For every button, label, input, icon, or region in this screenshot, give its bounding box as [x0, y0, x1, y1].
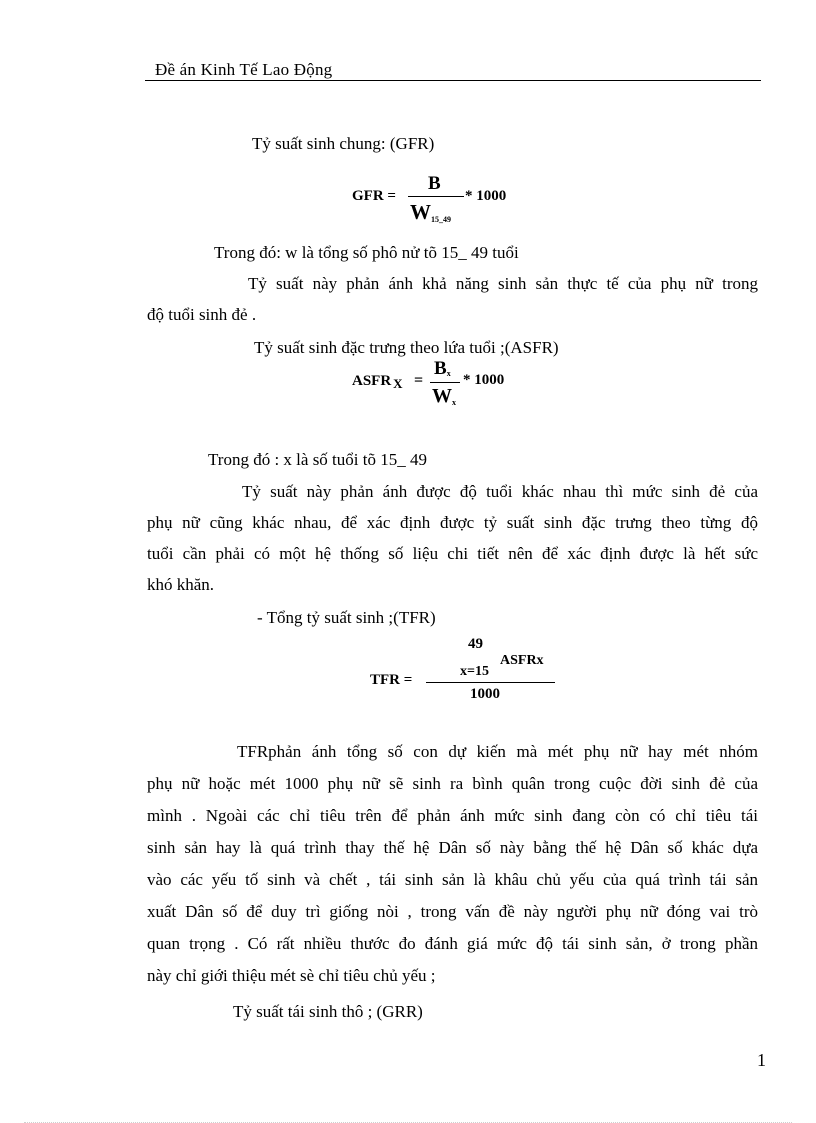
asfr-denominator-sub: x: [452, 398, 456, 407]
asfr-formula-tail: * 1000: [463, 372, 505, 388]
tfr-sum-expr: x=15: [460, 664, 489, 679]
gfr-where: Trong đó: w là tổng số phô nử tõ 15_ 49 tuổi: [214, 243, 519, 262]
asfr-formula-eq: =: [414, 372, 424, 389]
tfr-sum-term: ASFRx: [500, 653, 544, 668]
tfr-explain-paragraph: [147, 736, 758, 992]
document-header-title: Đề án Kinh Tế Lao Động: [155, 60, 333, 79]
tfr-paragraph-line: TFRphản ánh tổng số con dự kiến mà mét phụ nữ hay mét nhóm: [237, 742, 758, 761]
gfr-heading: Tỷ suất sinh chung: (GFR): [252, 134, 435, 153]
asfr-explain-line: phụ nữ cũng khác nhau, để xác định được tỷ suất sinh đặc trưng theo từng độ: [147, 513, 758, 532]
asfr-where: Trong đó : x là số tuổi tõ 15_ 49: [208, 450, 427, 469]
gfr-explain-line1: Tỷ suất này phản ánh khả năng sinh sản thực tế của phụ nữ trong: [248, 274, 758, 293]
gfr-denominator-sub: 15_49: [431, 215, 451, 224]
tfr-paragraph-line: phụ nữ hoặc mét 1000 phụ nữ sẽ sinh ra bình quân trong cuộc đời sinh đẻ của: [147, 774, 758, 793]
asfr-numerator-sub: x: [446, 369, 451, 378]
asfr-explain-paragraph: [147, 476, 758, 600]
page-number: 1: [757, 1050, 766, 1070]
tfr-fraction-line: [426, 682, 555, 683]
asfr-formula: [352, 360, 532, 410]
gfr-formula-lhs: GFR =: [352, 188, 396, 204]
gfr-explain-line2: độ tuổi sinh đẻ .: [147, 305, 257, 324]
asfr-explain-line: Tỷ suất này phản ánh được độ tuổi khác nhau thì mức sinh đẻ của: [242, 482, 758, 501]
gfr-formula: [352, 172, 532, 232]
tfr-paragraph-line: quan trọng . Có rất nhiều thước đo đánh giá mức độ tái sinh sản, ở trong phần: [147, 934, 758, 953]
tfr-formula-lhs: TFR =: [370, 672, 413, 688]
gfr-formula-numerator: B: [428, 173, 441, 194]
tfr-formula: [370, 636, 570, 706]
tfr-paragraph-line: xuất Dân số để duy trì giống nòi , trong vấn đề này người phụ nữ đóng vai trò: [147, 902, 758, 921]
tfr-paragraph-line: mình . Ngoài các chỉ tiêu trên để phản ánh mức sinh đang còn có chỉ tiêu tái: [147, 806, 758, 825]
header-rule: [145, 80, 761, 81]
asfr-explain-line: khó khăn.: [147, 575, 215, 594]
tfr-upper-limit: 49: [468, 636, 483, 652]
tfr-paragraph-line: vào các yếu tố sinh và chết , tái sinh sản là khâu chủ yếu của quá trình tái sản: [147, 870, 758, 889]
asfr-formula-numerator: [434, 358, 451, 380]
asfr-denominator-main: W: [432, 385, 452, 407]
gfr-formula-denominator: [410, 200, 451, 225]
asfr-lhs-sub: X: [393, 376, 403, 391]
tfr-formula-denominator: 1000: [470, 686, 500, 702]
asfr-numerator-main: B: [434, 358, 447, 379]
grr-heading: Tỷ suất tái sinh thô ; (GRR): [233, 1002, 423, 1021]
tfr-paragraph-line: sinh sản hay là quá trình thay thế hệ Dân số này bằng thế hệ Dân số khác dựa: [147, 838, 758, 857]
asfr-fraction-line: [430, 382, 460, 383]
asfr-formula-denominator: [432, 385, 456, 408]
gfr-fraction-line: [408, 196, 464, 197]
asfr-formula-lhs: [352, 373, 403, 392]
gfr-denominator-main: W: [410, 200, 431, 224]
asfr-heading: Tỷ suất sinh đặc trưng theo lứa tuổi ;(ASFR): [254, 338, 559, 357]
gfr-formula-tail: * 1000: [465, 188, 507, 204]
tfr-heading: - Tổng tỷ suất sinh ;(TFR): [257, 608, 436, 627]
tfr-paragraph-line: này chỉ giới thiệu mét sè chỉ tiêu chủ yếu ;: [147, 966, 436, 985]
asfr-explain-line: tuổi cần phải có một hệ thống số liệu chi tiết nên để xác định được là hết sức: [147, 544, 758, 563]
asfr-lhs-main: ASFR: [352, 373, 392, 389]
